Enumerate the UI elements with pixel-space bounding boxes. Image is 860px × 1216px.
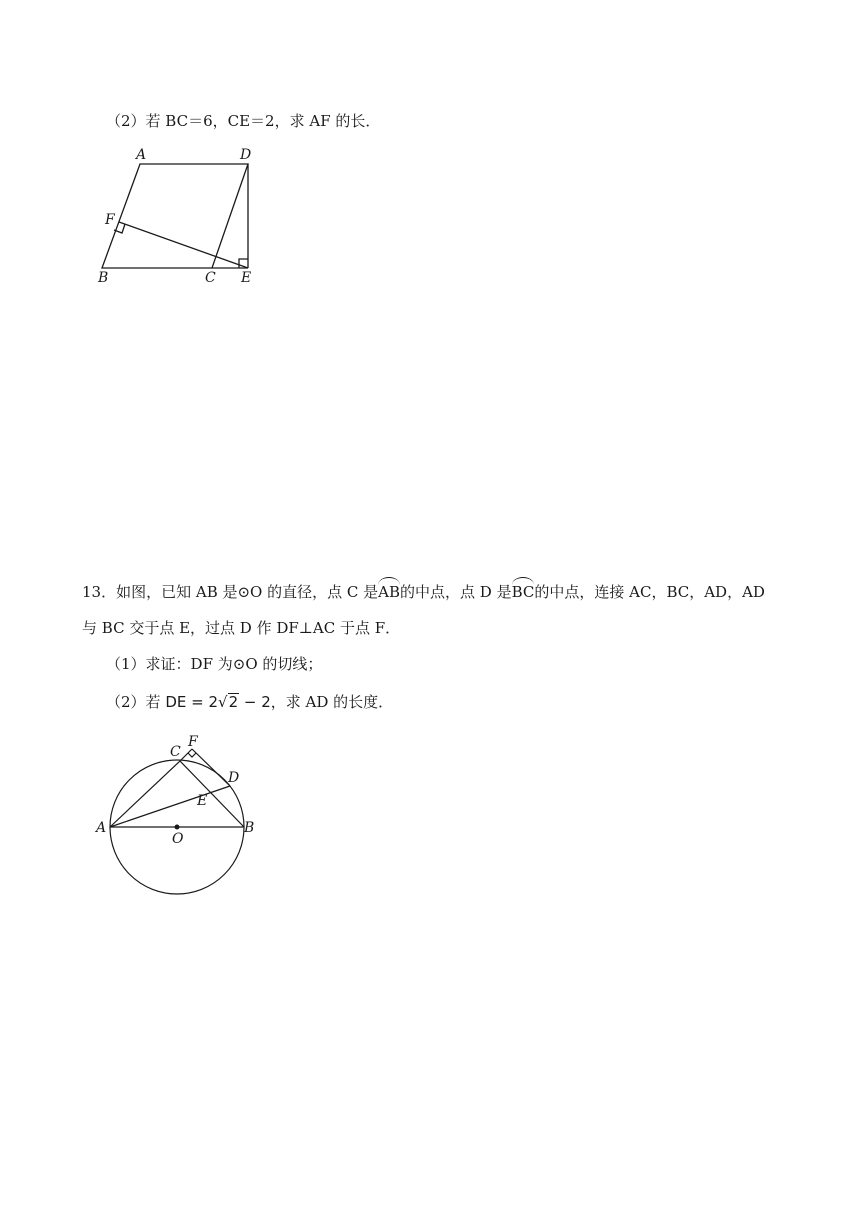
q13-line2: 与 BC 交于点 E，过点 D 作 DF⊥AC 于点 F． <box>82 619 401 637</box>
label-f: F <box>188 734 198 750</box>
chord-ac <box>110 761 180 827</box>
center-point-o <box>175 825 180 830</box>
label-o: O <box>172 831 184 847</box>
label-b: B <box>244 820 255 836</box>
q13-part1: （1）求证：DF 为⊙O 的切线； <box>106 655 323 673</box>
label-c: C <box>170 744 181 760</box>
parallelogram-abcd <box>102 164 248 268</box>
label-e: E <box>241 270 252 286</box>
segment-fd <box>192 749 230 786</box>
right-angle-mark-f <box>188 753 196 757</box>
circle-figure <box>90 728 270 898</box>
segment-fe <box>119 222 248 268</box>
label-b: B <box>98 270 109 286</box>
q13-intro-line <box>82 580 765 602</box>
chord-ad <box>110 786 230 827</box>
q13-part2-pre: （2）若 <box>106 693 166 711</box>
q12-part2-text: （2）若 BC＝6，CE＝2，求 AF 的长． <box>106 112 381 130</box>
arc-bc: BC <box>512 580 535 602</box>
sqrt-radicand: 2 <box>228 693 239 711</box>
q13-part2-math: DE = 2√2 − 2 <box>165 693 271 711</box>
arc-ab: AB <box>378 580 400 602</box>
label-c: C <box>205 270 216 286</box>
parallelogram-figure <box>90 140 270 290</box>
q13-intro-post: 的中点，连接 AC，BC，AD，AD <box>534 583 765 601</box>
label-e: E <box>197 793 208 809</box>
label-a: A <box>96 820 107 836</box>
q13-part2-post: ，求 AD 的长度． <box>270 693 394 711</box>
label-d: D <box>240 147 252 163</box>
label-d: D <box>228 770 240 786</box>
q13-intro-pre: 13．如图，已知 AB 是⊙O 的直径，点 C 是 <box>82 583 379 601</box>
q13-part2-line <box>106 692 393 712</box>
q13-intro-mid: 的中点，点 D 是 <box>400 583 512 601</box>
label-a: A <box>136 147 147 163</box>
label-f: F <box>105 212 115 228</box>
